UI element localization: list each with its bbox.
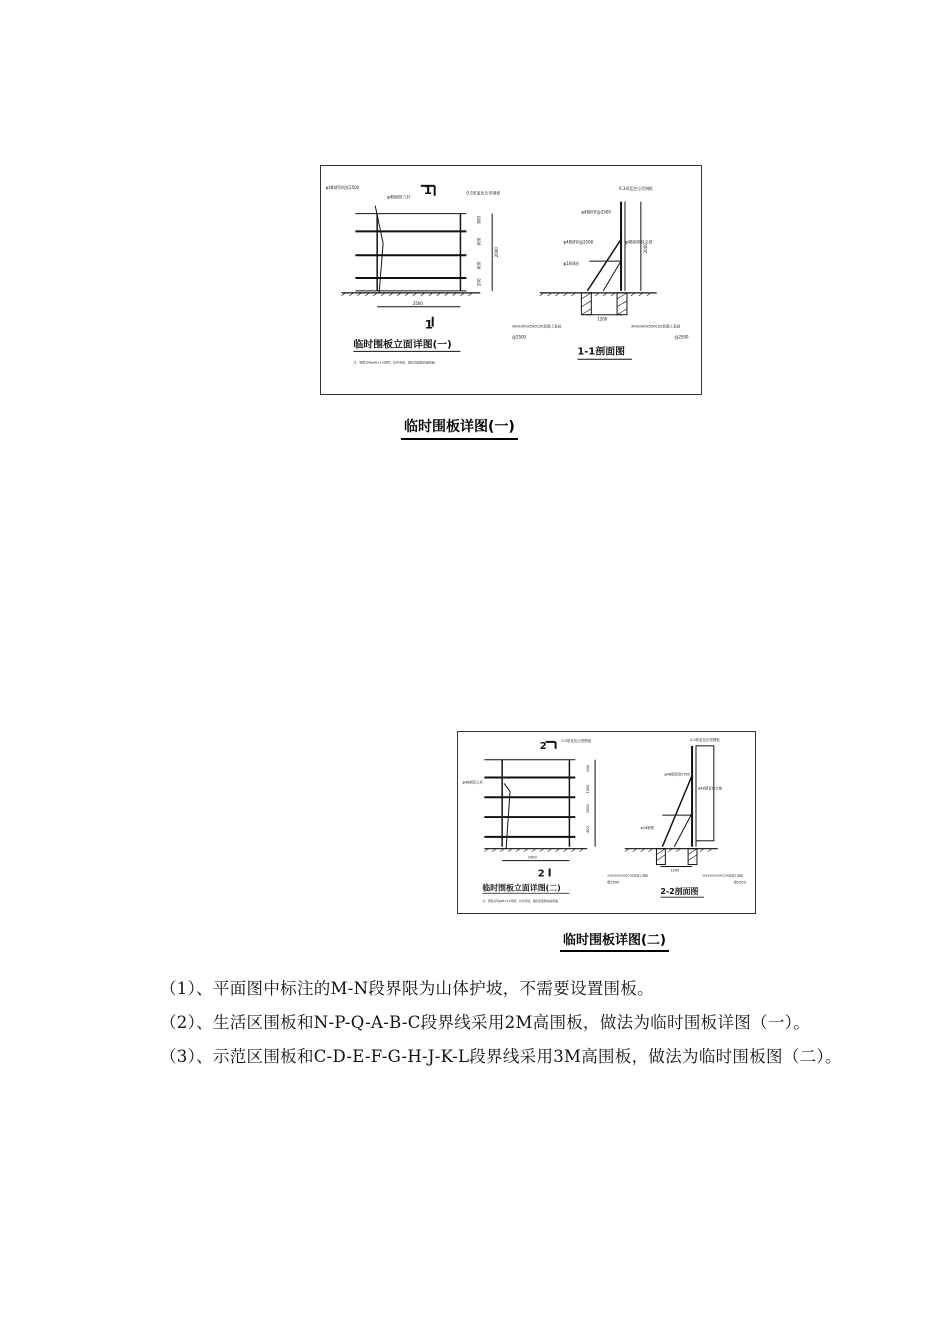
footing-hatch xyxy=(581,293,627,315)
section-mark-top: 2 xyxy=(539,740,547,752)
sec-label-brace: φ48钢管斜支撑 xyxy=(625,239,653,245)
caption-detail-1-text: 临时围板详图(一) xyxy=(404,419,515,435)
elevation-title: 临时围板立面详图(一) xyxy=(353,339,452,351)
section-brace xyxy=(603,261,621,291)
label-sheet-spec: 0.3厚蓝色压型钢板 xyxy=(466,190,501,196)
caption-detail-2-text: 临时围板详图(二) xyxy=(563,933,666,948)
caption-detail-2 xyxy=(563,929,666,948)
pitch-left: @2500 xyxy=(511,334,527,340)
caption-underline xyxy=(401,438,518,440)
label-sheet-spec: 0.3厚蓝色压型钢板 xyxy=(561,738,592,743)
section-mark-top: 1 xyxy=(423,182,433,197)
sec-label-sheet: 0.3厚蓝色压型钢板 xyxy=(619,185,654,191)
note-paragraph: （3）、示范区围板和C-D-E-F-G-H-J-K-L段界线采用3M高围板，做法为临时围板图（二）。 xyxy=(160,1047,842,1066)
footing-left-label: 300x300x500C20混凝土基础 xyxy=(606,873,648,878)
dim-total: 2000 xyxy=(494,247,500,258)
sec-label-pipe: φ48钢管@2500 xyxy=(664,772,691,777)
footing-right-label: 300x300x500C20混凝土基础 xyxy=(701,873,743,878)
sec-spacing: 1200 xyxy=(670,868,680,873)
dim-height: 600 xyxy=(586,764,591,772)
section-title: 1-1剖面图 xyxy=(577,346,626,358)
note-paragraph: （2）、生活区围板和N-P-Q-A-B-C段界线采用2M高围板，做法为临时围板详图（一）。 xyxy=(160,1013,811,1032)
fence-detail-drawing-2 xyxy=(457,731,756,914)
pitch-right: @2500 xyxy=(674,334,689,340)
drawing-note: 注：钢管采用φ48×3.5钢管，扣件连接，围挡表面刷油漆两遍。 xyxy=(482,899,561,904)
footing-hatch xyxy=(656,849,697,861)
section-brace xyxy=(674,813,692,847)
sec-label-pipe: φ48钢管@2500 xyxy=(581,209,611,215)
section-mark-bottom: 2 xyxy=(537,868,545,880)
sec-label-sheet: 0.3厚蓝色压型钢板 xyxy=(690,737,720,742)
fence-detail-drawing-1 xyxy=(320,165,702,395)
dim-height: 200 xyxy=(476,278,482,286)
notes-text xyxy=(117,972,863,1074)
section-panel xyxy=(696,746,714,841)
sec-spacing: 1200 xyxy=(597,316,608,322)
leader-line xyxy=(375,206,383,293)
dim-height: 600 xyxy=(476,261,482,270)
sec-label-anchor: φ16钢筋 xyxy=(563,261,580,267)
dim-height: 600 xyxy=(476,215,482,224)
footing-left-label: 300x300x500C20混凝土基础 xyxy=(511,324,562,329)
footing-right-label: 300x300x500C20混凝土基础 xyxy=(630,324,681,329)
dim-height: 1000 xyxy=(586,804,591,814)
drawing-2-svg xyxy=(458,732,755,913)
label-pipe-pitch: φ48钢管间距2500 xyxy=(325,184,360,190)
dim-width: 2500 xyxy=(412,300,423,306)
section-brace xyxy=(662,776,692,847)
pitch-right: @2500 xyxy=(733,880,746,885)
dim-height: 1000 xyxy=(586,784,591,794)
pitch-left: @2500 xyxy=(606,880,620,885)
note-paragraph: （1）、平面图中标注的M-N段界限为山体护坡，不需要设置围板。 xyxy=(160,979,654,998)
dim-height: 400 xyxy=(586,826,591,833)
caption-underline xyxy=(560,950,669,952)
caption-detail-1 xyxy=(404,416,515,436)
sec-height: 2000 xyxy=(642,243,648,254)
elevation-title: 临时围板立面详图(二) xyxy=(482,883,561,893)
drawing-1-svg xyxy=(321,166,701,394)
label-pipe-post: φ48钢管立杆 xyxy=(462,780,484,785)
dim-width: 2500 xyxy=(527,855,537,860)
sec-label-pipe2: φ48钢管@2500 xyxy=(563,239,594,245)
drawing-note: 注：钢管采用φ48×3.5钢管，扣件连接，围挡表面刷油漆两遍。 xyxy=(353,360,438,365)
dim-height: 600 xyxy=(476,237,482,246)
section-title: 2-2剖面图 xyxy=(660,887,699,897)
sec-label-brace: φ48钢管斜支撑 xyxy=(697,786,722,791)
footing-right xyxy=(688,849,697,865)
sec-label-anchor: φ16钢筋 xyxy=(640,825,655,830)
label-pipe-post: φ48钢管立杆 xyxy=(387,194,411,200)
section-brace xyxy=(587,239,621,291)
footing-left xyxy=(656,849,665,865)
section-mark-bottom: 1 xyxy=(424,317,434,332)
